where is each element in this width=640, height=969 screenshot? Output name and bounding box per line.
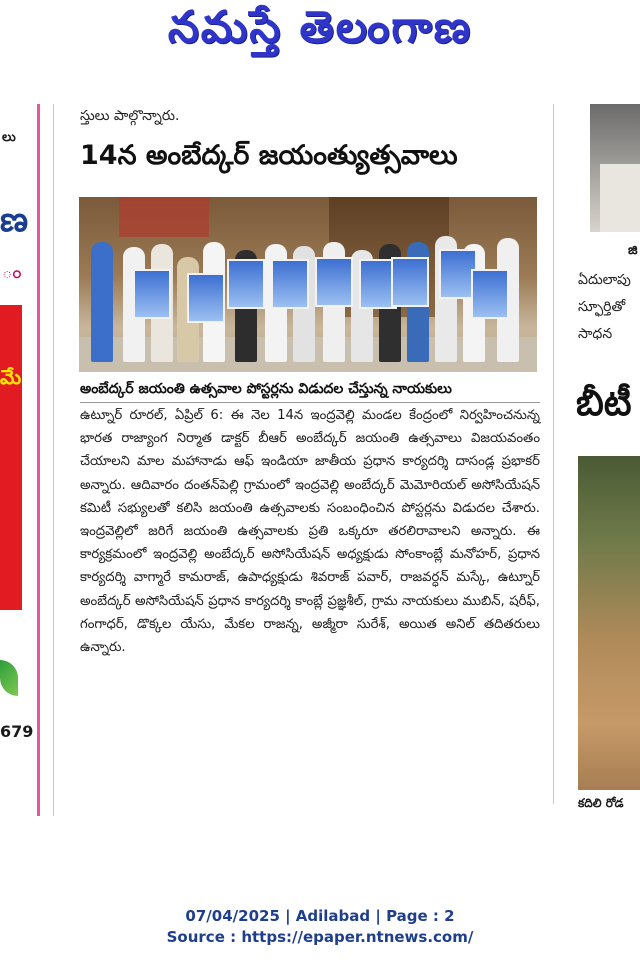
article-headline: 14న అంబేద్కర్ జయంత్యుత్సవాలు bbox=[80, 140, 458, 171]
right-line-3: సాధన bbox=[578, 326, 613, 342]
photo-poster bbox=[227, 259, 265, 309]
article-photo bbox=[79, 197, 537, 372]
leaf-logo-icon bbox=[0, 660, 18, 696]
lead-text: స్తులు పాల్గొన్నారు. bbox=[80, 108, 180, 124]
photo-banner bbox=[119, 197, 209, 237]
newspaper-title: నమస్తే తెలంగాణ bbox=[167, 2, 473, 53]
photo-person bbox=[91, 242, 113, 362]
footer-date-line: 07/04/2025 | Adilabad | Page : 2 bbox=[185, 907, 455, 925]
photo-poster bbox=[133, 269, 171, 319]
column-divider-right bbox=[553, 104, 554, 804]
right-caption-fragment: కదిలి రోడ bbox=[578, 796, 624, 810]
photo-caption: అంబేద్కర్ జయంతి ఉత్సవాల పోస్టర్లను విడుదల చేస్తున్న నాయకులు bbox=[80, 381, 540, 403]
right-top-photo bbox=[590, 104, 640, 232]
footer bbox=[0, 906, 640, 948]
column-divider-left bbox=[53, 104, 54, 816]
photo-poster bbox=[187, 273, 225, 323]
article-body: ఉట్నూర్ రూరల్, ఏప్రిల్ 6: ఈ నెల 14న ఇంద్రవెల్లి మండల కేంద్రంలో నిర్వహించనున్న భారత రాజ్యాంగ నిర్మాత డాక్టర్ బీఆర్ అంబేద్కర్ జయంతి ఉత్సవాలు విజయవంతం చేయాలని మాల మహానాడు ఆఫ్ ఇండియా జాతీయ ప్రధాన కార్యదర్శి దాసండ్ల ప్రభాకర్ అన్నారు. ఆదివారం దంతన్‌పెల్లి గ్రామంలో ఇంద్రవెల్లి అంబేద్కర్ మెమోరియల్ అసోసియేషన్ కమిటీ సభ్యులతో కలిసి జయంతి ఉత్సవాలకు సంబంధించిన పోస్టర్లను విడుదల చేశారు. ఇంద్రవెల్లిలో జరిగే జయంతి ఉత్సవాలకు ప్రతి ఒక్కరూ తరలిరావాలని అన్నారు. ఈ కార్యక్రమంలో ఇంద్రవెల్లి అంబేద్కర్ అసోసియేషన్ అధ్యక్షుడు సోంకాంబ్లే మనోహర్, ప్రధాన కార్యదర్శి వాగ్మారే కామరాజ్, ఉపాధ్యక్షుడు శివరాజ్ పవార్, రాజవర్ధన్ మస్కే, ఉట్నూర్ అంబేద్కర్ అసోసియేషన్ ప్రధాన కార్యదర్శి కాంబ్లే ప్రజ్ఞశీల్, గ్రామ నాయకులు ముబిన్, షరీఫ్, గంగాధర్, డొక్కల యేసు, మేకల రాజన్న, అజ్మీరా సురేశ్, అయిత అనిల్ తదితరులు ఉన్నారు. bbox=[80, 408, 540, 656]
right-photo-figure bbox=[600, 164, 640, 232]
photo-poster bbox=[391, 257, 429, 307]
photo-poster bbox=[315, 257, 353, 307]
left-phone-fragment: 679 bbox=[0, 722, 34, 741]
left-fragment-c: ం bbox=[2, 262, 22, 283]
right-headline-fragment: బీటీ bbox=[576, 383, 632, 424]
photo-poster bbox=[471, 269, 509, 319]
photo-poster bbox=[271, 259, 309, 309]
right-line-2: స్ఫూర్తితో bbox=[578, 299, 626, 315]
left-fragment-ye: మే bbox=[0, 365, 22, 389]
left-fragment-b: ణ bbox=[0, 200, 29, 240]
column-divider-pink bbox=[37, 104, 40, 816]
right-road-photo bbox=[578, 456, 640, 790]
right-fragment-ji: జి bbox=[628, 243, 638, 258]
masthead bbox=[0, 0, 640, 78]
right-line-1: ఏదులాపు bbox=[578, 272, 631, 288]
footer-source-line: Source : https://epaper.ntnews.com/ bbox=[166, 928, 474, 946]
red-advert-panel bbox=[0, 305, 22, 610]
left-fragment-a: లు bbox=[2, 130, 16, 145]
